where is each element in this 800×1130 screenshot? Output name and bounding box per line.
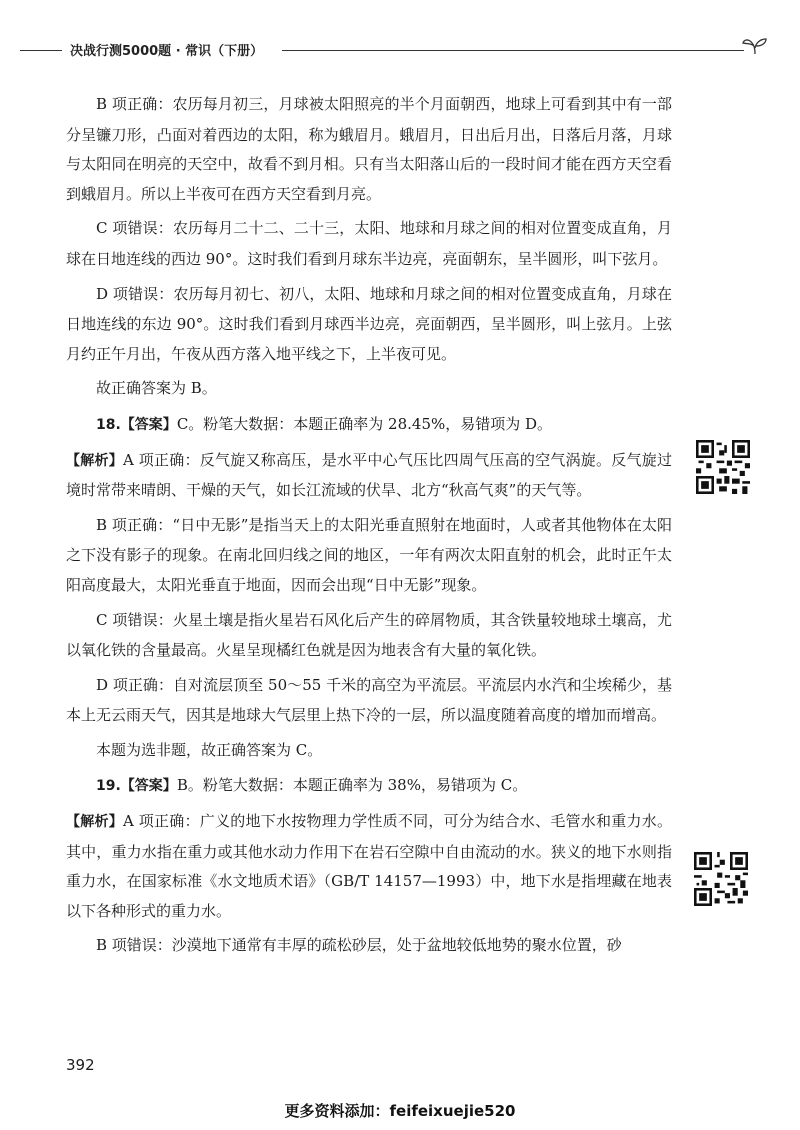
header-rule-left	[20, 50, 62, 51]
answer-paragraph: D 项正确：自对流层顶至 50～55 千米的高空为平流层。平流层内水汽和尘埃稀少，基本上无云雨天气，因其是地球大气层里上热下冷的一层，所以温度随着高度的增加而增高。	[66, 675, 672, 725]
analysis-paragraph: 【解析】A 项正确：反气旋又称高压，是水平中心气压比四周气压高的空气涡旋。反气旋过境时常带来晴朗、干燥的天气，如长江流域的伏旱、北方“秋高气爽”的天气等。	[66, 450, 673, 500]
answer-paragraph: B 项错误：沙漠地下通常有丰厚的疏松砂层，处于盆地较低地势的聚水位置，砂	[96, 936, 622, 955]
leaf-sprout-icon	[742, 34, 768, 56]
answer-paragraph: C 项错误：农历每月二十二、二十三，太阳、地球和月球之间的相对位置变成直角，月球在日地连线的西边 90°。这时我们看到月球东半边亮，亮面朝东，呈半圆形，叫下弦月。	[66, 219, 672, 268]
answer-heading-19: 19.【答案】B。粉笔大数据：本题正确率为 38%，易错项为 C。	[96, 776, 528, 795]
running-header	[20, 38, 760, 62]
answer-paragraph: D 项错误：农历每月初七、初八，太阳、地球和月球之间的相对位置变成直角，月球在日地连线的东边 90°。这时我们看到月球西半边亮，亮面朝西，呈半圆形，叫上弦月。上弦月约正午月出，午夜从西方落入地平线之下，上半夜可见。	[66, 284, 672, 363]
qr-code-icon[interactable]	[694, 852, 748, 906]
answer-heading-18: 18.【答案】C。粉笔大数据：本题正确率为 28.45%，易错项为 D。	[96, 414, 553, 433]
qr-code-icon[interactable]	[696, 440, 750, 494]
answer-paragraph: C 项错误：火星土壤是指火星岩石风化后产生的碎屑物质，其含铁量较地球土壤高，尤以氧化铁的含量最高。火星呈现橘红色就是因为地表含有大量的氧化铁。	[66, 610, 672, 660]
answer-paragraph: B 项正确：农历每月初三，月球被太阳照亮的半个月面朝西，地球上可看到其中有一部分呈镰刀形，凸面对着西边的太阳，称为蛾眉月。蛾眉月，日出后月出，日落后月落，月球与太阳同在明亮的天空中，故看不到月相。只有当太阳落山后的一段时间才能在西方天空看到蛾眉月。所以上半夜可在西方天空看到月亮。	[66, 95, 672, 203]
answer-paragraph: B 项正确：“日中无影”是指当天上的太阳光垂直照射在地面时，人或者其他物体在太阳之下没有影子的现象。在南北回归线之间的地区，一年有两次太阳直射的机会，此时正午太阳高度最大，太阳光垂直于地面，因而会出现“日中无影”现象。	[66, 515, 672, 594]
analysis-paragraph: 【解析】A 项正确：广义的地下水按物理力学性质不同，可分为结合水、毛管水和重力水。其中，重力水指在重力或其他水动力作用下在岩石空隙中自由流动的水。狭义的地下水则指重力水，在国家标准《水文地质术语》（GB/T 14157—1993）中，地下水是指埋藏在地表以下各种形式的重力水。	[66, 812, 673, 920]
footer-note: 更多资料添加：feifeixuejie520	[284, 1102, 516, 1120]
header-rule-right	[282, 50, 744, 51]
conclusion-paragraph: 本题为选非题，故正确答案为 C。	[96, 740, 323, 759]
header-title: 决战行测5000题 · 常识（下册）	[70, 44, 264, 59]
page-number: 392	[66, 1056, 95, 1074]
conclusion-paragraph: 故正确答案为 B。	[96, 379, 217, 398]
page-body	[66, 90, 672, 967]
